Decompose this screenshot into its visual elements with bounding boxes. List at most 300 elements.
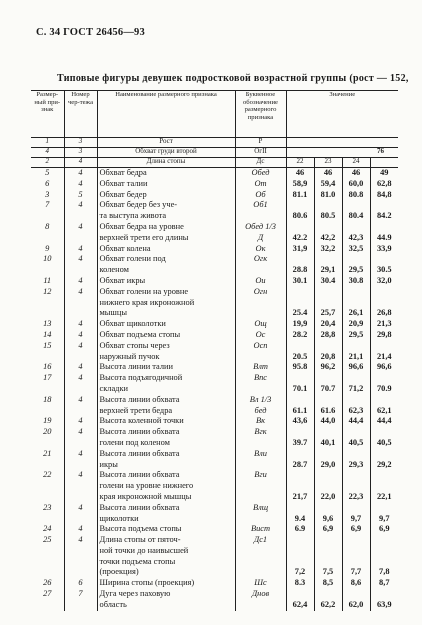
cell-num: 13 — [31, 319, 64, 330]
cell-fig: 4 — [64, 449, 97, 460]
cell-name: голени под коленом — [97, 438, 235, 449]
cell-name: Высота подъема стопы — [97, 524, 235, 535]
cell-code — [235, 481, 286, 492]
cell-value: 26,8 — [376, 308, 392, 318]
cell-value — [370, 395, 398, 406]
cell-name: Обхват колена — [97, 244, 235, 255]
table-row — [31, 319, 398, 330]
cell-value — [370, 557, 398, 568]
cell-value: 32,2 — [314, 244, 342, 255]
cell-value: 44,0 — [314, 416, 342, 427]
cell-code: Р — [235, 138, 286, 148]
cell-value — [314, 481, 342, 492]
cell-value: 22,0 — [314, 492, 342, 503]
cell-value: 44.9 — [376, 232, 392, 242]
col-header-name: Наименование размерного признака — [97, 91, 235, 138]
cell-name: Высота линии обхвата — [97, 395, 235, 406]
cell-value: 21,4 — [376, 351, 392, 361]
table-row — [31, 578, 398, 589]
table-row — [31, 244, 398, 255]
cell-value — [314, 557, 342, 568]
cell-value — [342, 535, 370, 546]
cell-name: мышцы — [97, 308, 235, 319]
cell-code: Огк — [235, 254, 286, 265]
cell-value: 62,3 — [342, 406, 370, 417]
cell-name: коленом — [97, 265, 235, 276]
table-row — [31, 589, 398, 600]
cell-num: 26 — [31, 578, 64, 589]
cell-value: 29,0 — [314, 460, 342, 471]
cell-name: Рост — [97, 138, 235, 148]
cell-code — [235, 567, 286, 578]
cell-value: 29,2 — [376, 459, 392, 469]
cell-value: 44,4 — [342, 416, 370, 427]
cell-value: 32,0 — [376, 275, 392, 285]
cell-name: Высота коленной точки — [97, 416, 235, 427]
cell-code — [235, 514, 286, 525]
table-row — [31, 535, 398, 546]
cell-value — [370, 449, 398, 460]
cell-value — [314, 373, 342, 384]
cell-value — [370, 298, 398, 309]
cell-value — [314, 341, 342, 352]
table-row — [31, 330, 398, 341]
cell-value: 63,9 — [376, 599, 392, 609]
table-row — [31, 395, 398, 406]
cell-value: 29,3 — [342, 460, 370, 471]
cell-value: 42,2 — [314, 233, 342, 244]
table-row — [31, 427, 398, 438]
cell-code: Вли — [235, 449, 286, 460]
cell-name: Обхват бедра — [97, 168, 235, 179]
cell-name: голени на уровне нижнего — [97, 481, 235, 492]
cell-value — [370, 287, 398, 298]
cell-value: 30.5 — [376, 265, 392, 275]
cell-name: икры — [97, 460, 235, 471]
cell-value: 22,3 — [342, 492, 370, 503]
cell-name: Дуга через паховую — [97, 589, 235, 600]
cell-code: Вк — [235, 416, 286, 427]
cell-num: 15 — [31, 341, 64, 352]
cell-num — [31, 546, 64, 557]
cell-value — [314, 254, 342, 265]
cell-fig: 4 — [64, 222, 97, 233]
cell-code: Впс — [235, 373, 286, 384]
cell-value: 20.5 — [286, 352, 314, 363]
cell-value: 28.7 — [286, 460, 314, 471]
table-row — [31, 222, 398, 233]
cell-code — [235, 460, 286, 471]
cell-value — [286, 287, 314, 298]
table-row — [31, 352, 398, 363]
cell-value: 19,9 — [286, 319, 314, 330]
cell-num: 6 — [31, 179, 64, 190]
cell-fig: 4 — [64, 244, 97, 255]
col-header-value: Значение — [286, 91, 398, 138]
cell-value: 20,9 — [342, 319, 370, 330]
cell-code: Днов — [235, 589, 286, 600]
table-row — [31, 373, 398, 384]
table-row — [31, 600, 398, 611]
cell-value: 60,0 — [342, 179, 370, 190]
cell-fig: 4 — [64, 330, 97, 341]
cell-value: 96,2 — [314, 362, 342, 373]
cell-value — [342, 481, 370, 492]
table-row — [31, 168, 398, 179]
cell-value: 43,6 — [286, 416, 314, 427]
table-row — [31, 492, 398, 503]
cell-value — [342, 470, 370, 481]
cell-code: ОгII — [235, 148, 286, 158]
cell-num — [31, 492, 64, 503]
cell-num: 22 — [31, 470, 64, 481]
cell-name: (проекция) — [97, 567, 235, 578]
cell-value — [314, 287, 342, 298]
cell-value: 81.1 — [286, 190, 314, 201]
table-row — [31, 503, 398, 514]
cell-fig: 4 — [64, 427, 97, 438]
cell-value: 9,7 — [342, 514, 370, 525]
cell-value — [342, 546, 370, 557]
cell-num — [31, 406, 64, 417]
cell-value: 7,2 — [286, 567, 314, 578]
cell-name: точки подъема стопы — [97, 557, 235, 568]
cell-value — [286, 449, 314, 460]
table-row — [31, 298, 398, 309]
cell-value: 29,5 — [342, 330, 370, 341]
cell-value: 20,8 — [314, 352, 342, 363]
cell-value — [286, 298, 314, 309]
cell-value: 42.2 — [286, 233, 314, 244]
cell-name: наружный пучок — [97, 352, 235, 363]
cell-name: Высота линии талии — [97, 362, 235, 373]
col-header-fig: Номер чер-тежа — [64, 91, 97, 138]
cell-value: 40,5 — [342, 438, 370, 449]
cell-value: 70.7 — [314, 384, 342, 395]
cell-value: 8,6 — [342, 578, 370, 589]
cell-value: 30.8 — [342, 276, 370, 287]
cell-value: 40,1 — [314, 438, 342, 449]
cell-value: 7,8 — [379, 567, 390, 577]
cell-value — [286, 200, 314, 211]
cell-fig: 4 — [64, 524, 97, 535]
cell-code — [235, 265, 286, 276]
cell-value: 25.4 — [286, 308, 314, 319]
cell-fig: 4 — [64, 319, 97, 330]
cell-value: 46 — [314, 168, 342, 179]
row-foot — [31, 158, 398, 168]
cell-name: Ширина стопы (проекция) — [97, 578, 235, 589]
cell-value: 44,4 — [376, 416, 392, 426]
table-row — [31, 481, 398, 492]
table-row — [31, 557, 398, 568]
foot-size: 23 — [314, 158, 342, 168]
cell-code: Ос — [235, 330, 286, 341]
cell-code — [235, 438, 286, 449]
cell-code: От — [235, 179, 286, 190]
page-header: С. 34 ГОСТ 26456—93 — [36, 27, 145, 38]
cell-fig: 4 — [64, 276, 97, 287]
cell-value — [370, 427, 398, 438]
cell-fig: 3 — [64, 148, 97, 158]
cell-value — [314, 503, 342, 514]
table-row — [31, 460, 398, 471]
cell-value — [286, 535, 314, 546]
cell-fig: 4 — [64, 341, 97, 352]
cell-name: Обхват щиколотки — [97, 319, 235, 330]
cell-value — [314, 470, 342, 481]
cell-num: 7 — [31, 200, 64, 211]
cell-num — [31, 481, 64, 492]
cell-value: 8,5 — [314, 578, 342, 589]
cell-num: 12 — [31, 287, 64, 298]
cell-name: Высота подъягодичной — [97, 373, 235, 384]
cell-code: Огн — [235, 287, 286, 298]
cell-value: 62,2 — [314, 600, 342, 611]
cell-value — [286, 427, 314, 438]
cell-fig: 7 — [64, 589, 97, 600]
cell-value — [342, 557, 370, 568]
cell-value — [370, 470, 398, 481]
cell-value — [342, 254, 370, 265]
cell-code — [235, 384, 286, 395]
cell-name: та выступа живота — [97, 211, 235, 222]
cell-value: 42,3 — [342, 233, 370, 244]
table-row — [31, 470, 398, 481]
table-row — [31, 200, 398, 211]
cell-value: 49 — [380, 168, 389, 177]
cell-code: Д — [235, 233, 286, 244]
cell-value: 81.0 — [314, 190, 342, 201]
table-row — [31, 514, 398, 525]
cell-value — [286, 557, 314, 568]
cell-value — [314, 535, 342, 546]
cell-name: края икроножной мышцы — [97, 492, 235, 503]
cell-value: 80.8 — [342, 190, 370, 201]
cell-value: 28,8 — [314, 330, 342, 341]
cell-value: 59,4 — [314, 179, 342, 190]
cell-value: 7,7 — [342, 567, 370, 578]
cell-fig: 4 — [64, 158, 97, 168]
cell-fig — [64, 308, 97, 319]
cell-num: 2 — [31, 158, 64, 168]
cell-name: складки — [97, 384, 235, 395]
cell-name: Обхват бедра на уровне — [97, 222, 235, 233]
cell-value — [314, 449, 342, 460]
cell-code: Дс1 — [235, 535, 286, 546]
cell-value: 26,1 — [342, 308, 370, 319]
cell-code: Вл 1/3 — [235, 395, 286, 406]
cell-value — [286, 589, 314, 600]
cell-num: 1 — [31, 138, 64, 148]
cell-value: 96,6 — [376, 362, 392, 372]
cell-name: Высота линии обхвата — [97, 470, 235, 481]
cell-value — [342, 287, 370, 298]
cell-value: 9,7 — [379, 513, 390, 523]
cell-num: 9 — [31, 244, 64, 255]
cell-value: 29,8 — [376, 329, 392, 339]
cell-value — [342, 395, 370, 406]
cell-fig — [64, 546, 97, 557]
cell-code: Вги — [235, 470, 286, 481]
table-row — [31, 308, 398, 319]
col-header-code: Буквенное обозначение размерного признака — [235, 91, 286, 138]
cell-value — [342, 427, 370, 438]
cell-value — [314, 298, 342, 309]
cell-num: 11 — [31, 276, 64, 287]
cell-fig: 4 — [64, 254, 97, 265]
cell-value: 71,2 — [342, 384, 370, 395]
cell-value: 32,5 — [342, 244, 370, 255]
cell-value: 80.6 — [286, 211, 314, 222]
cell-code: Обед 1/3 — [235, 222, 286, 233]
cell-code: Влт — [235, 362, 286, 373]
foot-size: 24 — [342, 158, 370, 168]
cell-value: 7,5 — [314, 567, 342, 578]
cell-value: 80.4 — [342, 211, 370, 222]
cell-value: 62,4 — [286, 600, 314, 611]
cell-name: Высота линии обхвата — [97, 427, 235, 438]
cell-fig: 4 — [64, 373, 97, 384]
cell-fig: 5 — [64, 190, 97, 201]
cell-value: 9,6 — [314, 514, 342, 525]
cell-fig — [64, 600, 97, 611]
cell-code: Влщ — [235, 503, 286, 514]
cell-value: 61.6 — [314, 406, 342, 417]
cell-name: Обхват бедер — [97, 190, 235, 201]
table-row — [31, 362, 398, 373]
cell-value: 29,1 — [314, 265, 342, 276]
cell-value: 21,1 — [342, 352, 370, 363]
cell-num: 18 — [31, 395, 64, 406]
cell-value: 21,7 — [286, 492, 314, 503]
cell-name: область — [97, 600, 235, 611]
table-row — [31, 233, 398, 244]
table-row — [31, 276, 398, 287]
cell-fig: 4 — [64, 168, 97, 179]
sizes-table — [31, 90, 398, 611]
table-row — [31, 524, 398, 535]
cell-num: 21 — [31, 449, 64, 460]
cell-code: Ок — [235, 244, 286, 255]
cell-name: Обхват стопы через — [97, 341, 235, 352]
cell-value: 84,8 — [376, 189, 392, 199]
cell-value: 62,0 — [342, 600, 370, 611]
cell-value — [286, 395, 314, 406]
cell-value — [370, 200, 398, 211]
cell-value — [370, 341, 398, 352]
cell-num: 3 — [31, 190, 64, 201]
cell-code — [235, 352, 286, 363]
cell-value: 40,5 — [376, 437, 392, 447]
cell-num: 19 — [31, 416, 64, 427]
cell-value — [286, 373, 314, 384]
cell-value: 62,8 — [376, 178, 392, 188]
cell-fig — [64, 481, 97, 492]
cell-fig: 4 — [64, 503, 97, 514]
cell-num — [31, 352, 64, 363]
cell-num: 14 — [31, 330, 64, 341]
cell-code: Ощ — [235, 319, 286, 330]
table-row — [31, 406, 398, 417]
cell-fig — [64, 567, 97, 578]
cell-num — [31, 298, 64, 309]
cell-fig: 4 — [64, 200, 97, 211]
cell-code — [235, 298, 286, 309]
row-chest — [31, 148, 398, 158]
cell-value: 95.8 — [286, 362, 314, 373]
cell-num: 8 — [31, 222, 64, 233]
cell-value — [370, 589, 398, 600]
cell-num: 27 — [31, 589, 64, 600]
table-row — [31, 254, 398, 265]
cell-value — [342, 298, 370, 309]
cell-value: 9.4 — [286, 514, 314, 525]
cell-num — [31, 384, 64, 395]
cell-fig — [64, 265, 97, 276]
cell-num — [31, 265, 64, 276]
cell-value: 6,9 — [379, 524, 390, 534]
cell-value — [342, 341, 370, 352]
cell-num: 16 — [31, 362, 64, 373]
cell-code: Осп — [235, 341, 286, 352]
cell-value — [314, 427, 342, 438]
cell-name: Обхват талии — [97, 179, 235, 190]
cell-value — [370, 254, 398, 265]
cell-value: 58,9 — [286, 179, 314, 190]
foot-size: 22 — [286, 158, 314, 168]
cell-name: Длина стопы — [97, 158, 235, 168]
cell-name: верхней трети бедра — [97, 406, 235, 417]
cell-code — [235, 211, 286, 222]
cell-value — [286, 254, 314, 265]
cell-name: Обхват голени под — [97, 254, 235, 265]
cell-fig — [64, 352, 97, 363]
table-row — [31, 190, 398, 201]
cell-name: Обхват подъема стопы — [97, 330, 235, 341]
cell-code: Об — [235, 190, 286, 201]
cell-value — [286, 222, 314, 233]
cell-value: 30.4 — [314, 276, 342, 287]
cell-fig — [64, 514, 97, 525]
cell-name: Обхват бедер без уче- — [97, 200, 235, 211]
cell-fig — [64, 298, 97, 309]
cell-fig — [64, 460, 97, 471]
cell-fig: 4 — [64, 287, 97, 298]
cell-value — [370, 222, 398, 233]
cell-value — [342, 200, 370, 211]
cell-code: Дс — [235, 158, 286, 168]
cell-fig: 3 — [64, 138, 97, 148]
cell-name: Обхват голени на уровне — [97, 287, 235, 298]
cell-value — [342, 373, 370, 384]
cell-num — [31, 233, 64, 244]
cell-num — [31, 211, 64, 222]
table-row — [31, 449, 398, 460]
cell-value: 70.1 — [286, 384, 314, 395]
cell-value — [342, 503, 370, 514]
cell-name: Обхват груди второй — [97, 148, 235, 158]
cell-num: 17 — [31, 373, 64, 384]
table-row — [31, 384, 398, 395]
cell-value: 28.2 — [286, 330, 314, 341]
table-row — [31, 179, 398, 190]
cell-code — [235, 546, 286, 557]
cell-value: 46 — [286, 168, 314, 179]
cell-code: Вист — [235, 524, 286, 535]
cell-name: верхней трети его длины — [97, 233, 235, 244]
cell-value — [314, 222, 342, 233]
